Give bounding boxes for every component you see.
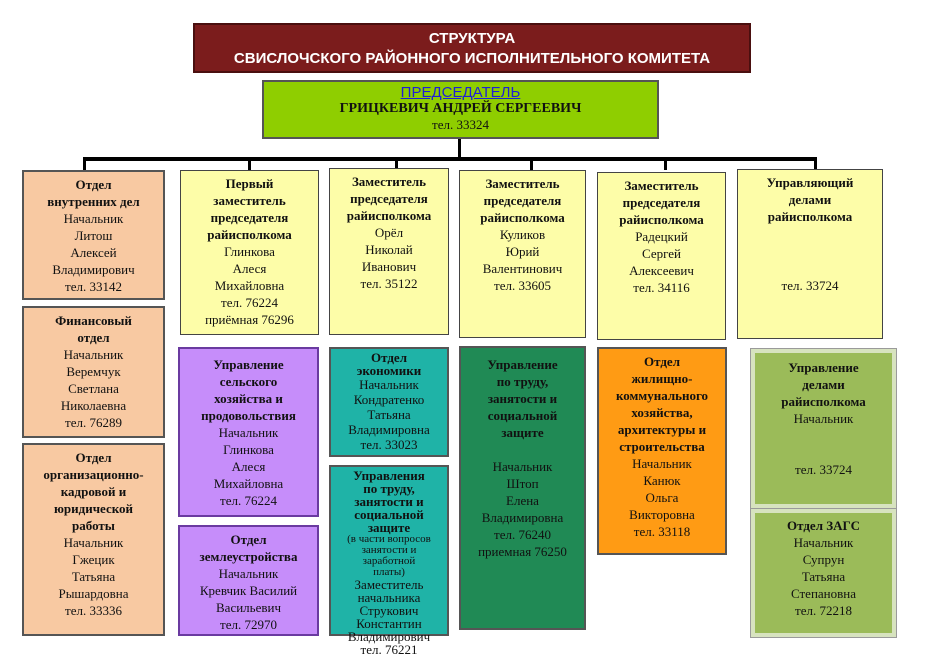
phone: тел. 72218 [795,603,852,618]
phone: тел. 76240 [494,527,551,542]
box-title: экономики [356,363,422,378]
phone: тел. 33336 [65,603,122,618]
scope-note: платы) [373,566,405,578]
box-title: занятости и [487,391,558,406]
head-name: Юрий [505,244,540,259]
box-title: Отдел [75,177,112,192]
scope-note: (в части вопросов [347,533,431,545]
head-label: Начальник [793,411,854,426]
box-title: заместитель [213,193,286,208]
box-title: Финансовый [55,313,132,328]
box-title: райисполкома [207,227,292,242]
head-name: Михайловна [214,278,285,293]
head-name: Алексеевич [629,263,694,278]
box-title: коммунального [615,388,709,403]
structure-title [193,23,751,73]
economy-dept-box [329,347,449,457]
box-title: работы [72,518,115,533]
head-name: Елена [506,493,539,508]
connector-drop-1 [83,157,86,170]
manager-of-affairs-box [737,169,883,339]
head-name: Владимировна [481,510,564,525]
box-title: Управление [487,357,558,372]
box-title: райисполкома [480,210,565,225]
connector-horizontal [83,157,817,161]
box-title: райисполкома [346,208,432,223]
phone: тел. 33118 [633,524,691,539]
box-title: Отдел ЗАГС [787,518,860,533]
head-label: Начальник [63,211,124,226]
employment-unit-box [329,465,449,657]
head-name: Николай [365,242,413,257]
head-name: Сергей [642,246,681,261]
box-title: юридической [53,501,134,516]
title-line-2: СВИСЛОЧСКОГО РАЙОННОГО ИСПОЛНИТЕЛЬНОГО КОМИТЕТА [233,50,711,67]
phone: тел. 33142 [65,279,122,294]
box-title: жилищно- [631,371,693,386]
deputy-orel-box [329,168,449,335]
head-name: Светлана [68,381,119,396]
head-name: Татьяна [71,569,116,584]
box-title: отдел [77,330,110,345]
head-name: Иванович [361,259,417,274]
box-title: землеустройства [199,549,298,564]
head-name: Татьяна [801,569,846,584]
box-title: продовольствия [201,408,296,423]
box-title: председателя [350,191,428,206]
agriculture-dept-box [178,347,319,517]
phone: тел. 33023 [360,437,418,452]
box-title: Управления [353,468,425,483]
head-label: Начальник [359,377,419,392]
box-title: социальной [354,507,424,522]
box-title: Отдел [230,532,267,547]
box-title: кадровой и [60,484,127,499]
connector-drop-5 [664,157,667,170]
registry-office-box [751,509,896,637]
head-name: Алеся [231,459,266,474]
box-title: организационно- [43,467,144,482]
head-name: Канюк [643,473,681,488]
head-name: Владимировна [348,422,430,437]
head-name: Владимирович [52,262,135,277]
head-name: Глинкова [223,442,274,457]
head-label: Начальник [218,566,279,581]
box-title: делами [788,192,832,207]
box-title: делами [802,377,845,392]
internal-affairs-box [22,170,165,300]
box-title: Управляющий [766,175,854,190]
box-title: Управление [788,360,859,375]
box-title: Заместитель [485,176,560,191]
box-title: хозяйства и [214,391,283,406]
chairman-box [262,80,659,139]
deputy-radetsky-box [597,172,726,340]
head-label: Заместитель [354,577,424,592]
box-title: архитектуры и [617,422,707,437]
head-label: Начальник [63,535,124,550]
chairman-name: ГРИЦКЕВИЧ АНДРЕЙ СЕРГЕЕВИЧ [339,101,582,116]
box-title: социальной [487,408,558,423]
phone: тел. 34116 [633,280,690,295]
box-title: председателя [483,193,562,208]
head-name: Струкович [359,603,419,618]
head-name: Алексей [70,245,117,260]
head-name: Супрун [802,552,845,567]
housing-dept-box [597,347,727,555]
box-title: по труду, [363,481,415,496]
finance-dept-box [22,306,165,438]
head-label: Начальник [218,425,279,440]
reception-phone: приёмная 76296 [205,312,294,327]
reception-phone: приемная 76250 [478,544,567,559]
chairman-role: ПРЕДСЕДАТЕЛЬ [400,84,521,101]
head-name: Алеся [232,261,267,276]
box-title: защите [367,520,411,535]
head-label: начальника [357,590,421,605]
head-name: Викторовна [629,507,695,522]
phone: тел. 76224 [220,493,277,508]
head-name: Гжецик [72,552,115,567]
head-name: Ольга [645,490,679,505]
head-name: Литош [74,228,113,243]
first-deputy-box [180,170,319,335]
head-name: Радецкий [635,229,688,244]
box-title: Заместитель [624,178,699,193]
head-name: Рышардовна [58,586,129,601]
box-title: председателя [210,210,289,225]
personnel-dept-box [22,443,165,636]
connector-drop-4 [530,157,533,170]
box-title: внутренних дел [47,194,140,209]
head-name: Николаевна [60,398,127,413]
land-management-box [178,525,319,636]
box-title: защите [501,425,544,440]
head-name: Степановна [791,586,856,601]
phone: тел. 33605 [494,278,551,293]
box-title: по труду, [496,374,549,389]
box-title: Отдел [75,450,112,465]
head-name: Константин [356,616,422,631]
box-title: райисполкома [781,394,866,409]
box-title: Отдел [371,350,407,365]
box-title: хозяйства, [631,405,693,420]
box-title: райисполкома [619,212,704,227]
box-title: строительства [619,439,705,454]
box-title: Заместитель [351,174,427,189]
phone: тел. 35122 [360,276,418,291]
head-name: Валентинович [482,261,563,276]
head-label: Начальник [793,535,854,550]
head-name: Штоп [506,476,539,491]
connector-drop-2 [248,157,251,170]
head-name: Кондратенко [353,392,425,407]
phone: тел. 33724 [795,462,852,477]
head-name: Куликов [499,227,546,242]
head-name: Михайловна [213,476,284,491]
box-title: райисполкома [767,209,853,224]
scope-note: заработной [362,555,416,567]
head-name: Васильевич [216,600,281,615]
phone: тел. 76289 [65,415,122,430]
head-name: Веремчук [66,364,121,379]
scope-note: занятости и [361,544,417,556]
box-title: председателя [622,195,701,210]
head-name: Орёл [374,225,404,240]
head-name: Кревчик Василий [199,583,298,598]
box-title: Первый [225,176,274,191]
title-line-1: СТРУКТУРА [428,30,516,47]
phone: тел. 76221 [360,642,418,657]
head-name: Владимирович [347,629,431,644]
box-title: Управление [213,357,284,372]
box-title: сельского [219,374,278,389]
phone: тел. 76224 [221,295,278,310]
head-name: Глинкова [224,244,275,259]
head-label: Начальник [63,347,124,362]
phone: тел. 72970 [220,617,277,632]
head-label: Начальник [492,459,553,474]
head-name: Татьяна [367,407,411,422]
affairs-department-box [751,349,896,508]
deputy-kulikov-box [459,170,586,338]
box-title: занятости и [354,494,424,509]
connector-vertical [458,139,461,159]
head-label: Начальник [632,456,692,471]
box-title: Отдел [644,354,680,369]
labour-social-box [459,346,586,630]
chairman-phone: тел. 33324 [432,117,489,132]
phone: тел. 33724 [781,278,839,293]
